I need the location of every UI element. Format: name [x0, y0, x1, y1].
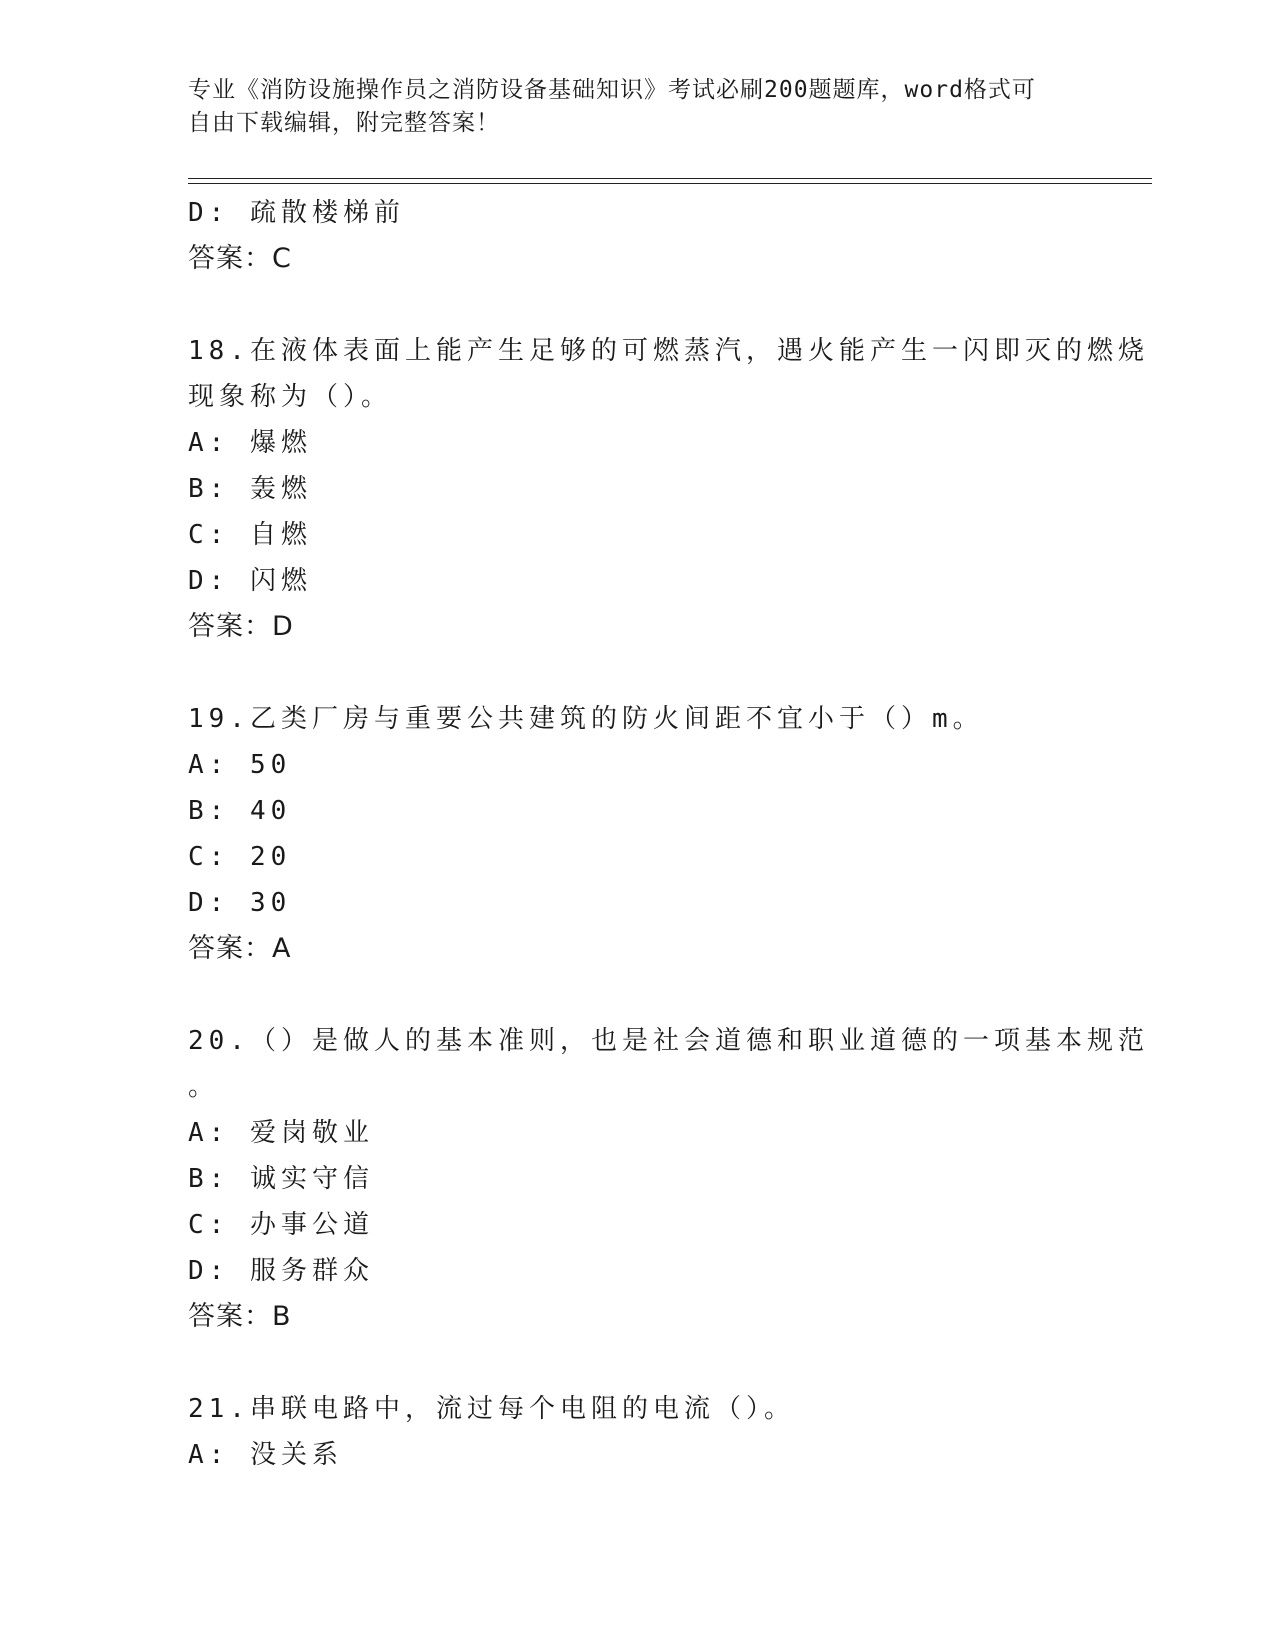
question-stem-line: 18.在液体表面上能产生足够的可燃蒸汽，遇火能产生一闪即灭的燃烧 [188, 336, 1149, 366]
question-stem-line: 。 [188, 1072, 220, 1102]
header-divider-top [188, 178, 1152, 179]
answer-label: 答案：C [188, 243, 292, 274]
question-20 [188, 1018, 1149, 1340]
option-b: B: 诚实守信 [188, 1164, 374, 1194]
option-d: D: 闪燃 [188, 566, 312, 596]
option-c: C: 办事公道 [188, 1210, 374, 1240]
option-c: C: 自燃 [188, 520, 312, 550]
option-b: B: 40 [188, 796, 292, 826]
option-b: B: 轰燃 [188, 474, 312, 504]
question-18 [188, 328, 1149, 650]
answer-label: 答案：D [188, 611, 294, 642]
answer-label: 答案：A [188, 933, 292, 964]
option-a: A: 没关系 [188, 1440, 343, 1470]
header-divider-bottom [188, 183, 1152, 184]
option-d: D: 疏散楼梯前 [188, 198, 405, 228]
question-list [188, 190, 1149, 1478]
option-d: D: 服务群众 [188, 1256, 374, 1286]
header-line-2: 自由下载编辑，附完整答案！ [188, 110, 500, 136]
question-21 [188, 1386, 1088, 1478]
option-a: A: 爆燃 [188, 428, 312, 458]
question-stem-line: 20.（）是做人的基本准则，也是社会道德和职业道德的一项基本规范 [188, 1026, 1149, 1056]
question-19 [188, 696, 1088, 972]
option-a: A: 50 [188, 750, 292, 780]
page-header [188, 74, 1088, 140]
option-c: C: 20 [188, 842, 292, 872]
option-a: A: 爱岗敬业 [188, 1118, 374, 1148]
question-17-tail [188, 190, 1088, 282]
header-line-1: 专业《消防设施操作员之消防设备基础知识》考试必刷200题题库，word格式可 [188, 77, 1036, 103]
question-stem-line: 21.串联电路中，流过每个电阻的电流（）。 [188, 1394, 795, 1424]
option-d: D: 30 [188, 888, 292, 918]
question-stem-line: 现象称为（）。 [188, 382, 393, 412]
question-stem-line: 19.乙类厂房与重要公共建筑的防火间距不宜小于（）m。 [188, 704, 984, 734]
answer-label: 答案：B [188, 1301, 292, 1332]
